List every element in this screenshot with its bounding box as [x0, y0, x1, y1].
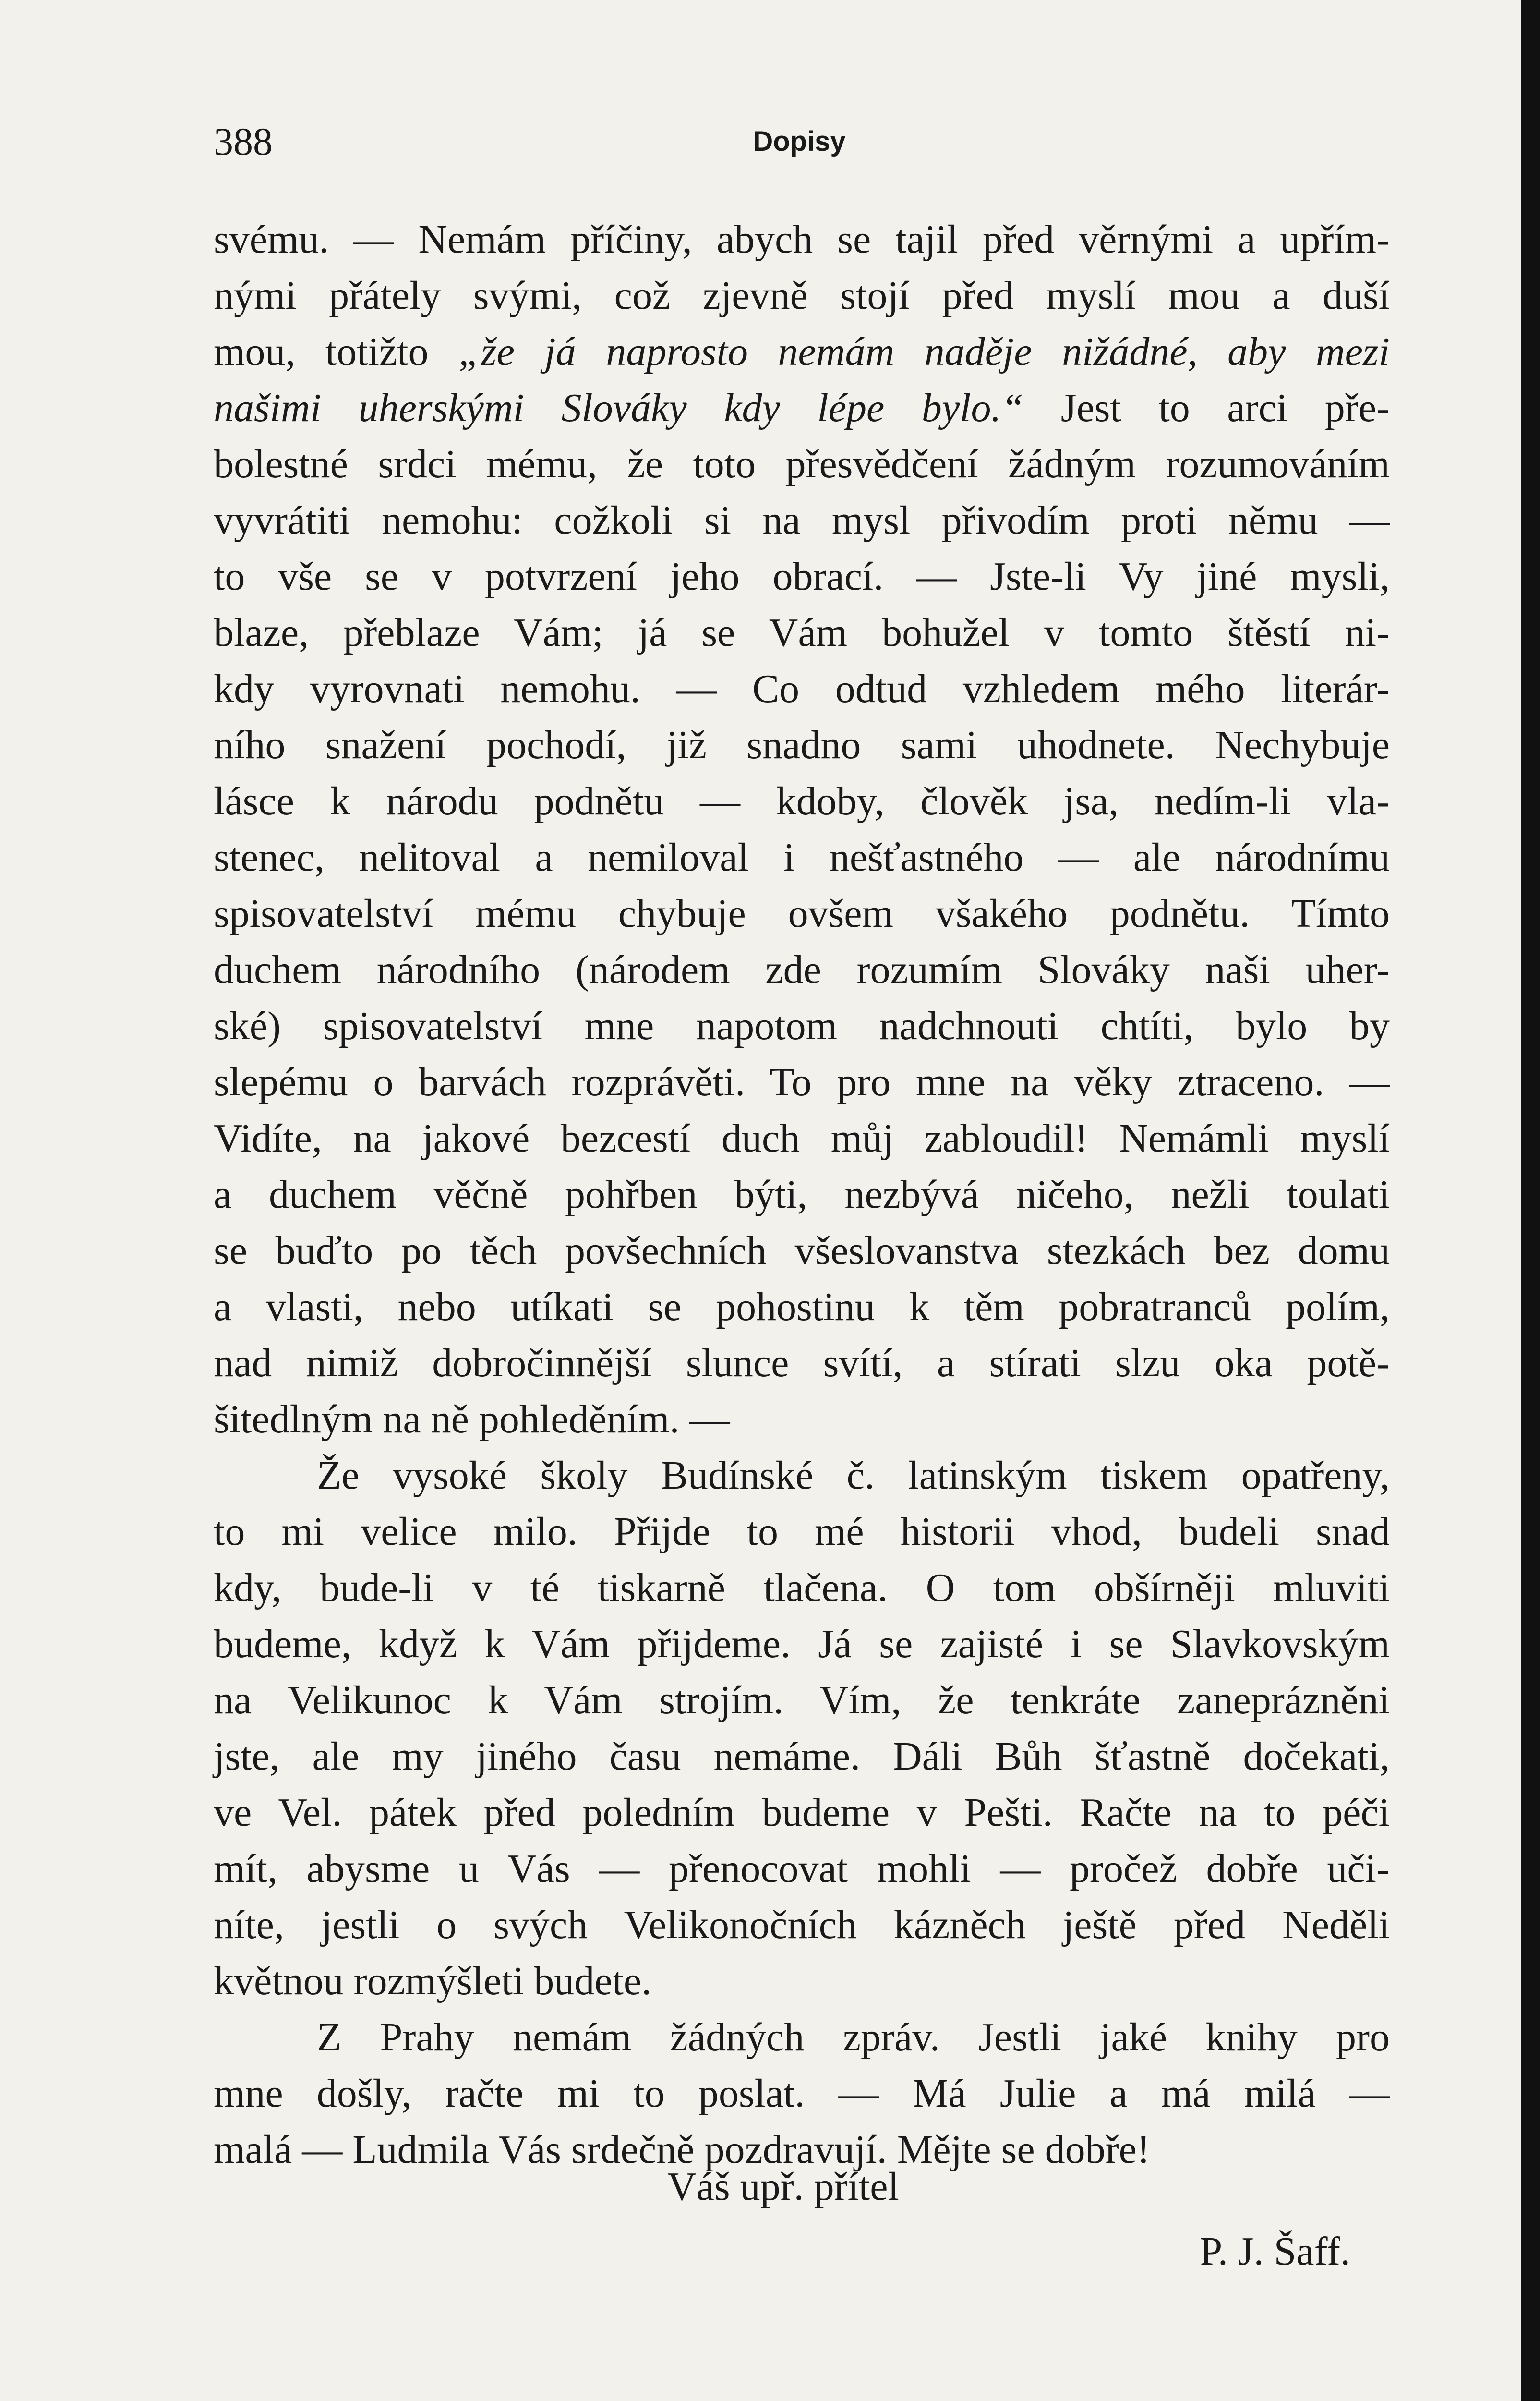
text-segment: slepému o barvách rozprávěti. To pro mne na věky ztraceno. — — [214, 1060, 1390, 1104]
text-segment: se buďto po těch povšechních všeslovanstva stezkách bez domu — [214, 1228, 1390, 1273]
text-line — [214, 267, 1390, 324]
text-line — [214, 661, 1390, 717]
text-segment: a vlasti, nebo utíkati se pohostinu k těm pobratranců polím, — [214, 1285, 1390, 1329]
text-segment: mne došly, račte mi to poslat. — Má Julie a má milá — — [214, 2071, 1390, 2116]
italic-quote: „že já naprosto nemám naděje nižádné, aby mezi — [458, 329, 1390, 374]
page-number: 388 — [214, 120, 273, 163]
text-segment: to vše se v potvrzení jeho obrací. — Jste-li Vy jiné mysli, — [214, 554, 1390, 599]
text-line — [214, 1447, 1390, 1504]
text-segment: květnou rozmýšleti budete. — [214, 1959, 652, 2003]
text-segment: na Velikunoc k Vám strojím. Vím, že tenkráte zaneprázněni — [214, 1678, 1390, 1722]
text-segment: duchem národního (národem zde rozumím Slováky naši uher- — [214, 947, 1390, 992]
text-segment: bolestné srdci mému, že toto přesvědčení žádným rozumováním — [214, 442, 1390, 486]
text-segment: stenec, nelitoval a nemiloval i nešťastného — ale národnímu — [214, 835, 1390, 880]
text-segment: Že vysoké školy Budínské č. latinským tiskem opatřeny, — [317, 1453, 1390, 1498]
italic-quote: našimi uherskými Slováky kdy lépe bylo.“ — [214, 386, 1024, 430]
text-line — [214, 717, 1390, 773]
text-line — [214, 1784, 1390, 1841]
scan-border — [1521, 0, 1540, 2401]
text-line — [214, 436, 1390, 492]
text-line — [214, 2065, 1390, 2122]
text-line — [214, 1560, 1390, 1616]
text-segment: Z Prahy nemám žádných zpráv. Jestli jaké knihy pro — [317, 2015, 1390, 2060]
text-line — [214, 548, 1390, 605]
closing-salutation: Váš upř. přítel — [667, 2164, 899, 2209]
text-segment: budeme, když k Vám přijdeme. Já se zajisté i se Slavkovským — [214, 1622, 1390, 1666]
text-line — [214, 1335, 1390, 1391]
text-line — [214, 1166, 1390, 1223]
text-line — [214, 211, 1390, 267]
text-segment: ské) spisovatelství mne napotom nadchnouti chtíti, bylo by — [214, 1004, 1390, 1048]
text-segment: nad nimiž dobročinnější slunce svítí, a stírati slzu oka potě- — [214, 1341, 1390, 1385]
running-head — [214, 115, 1385, 168]
text-line — [214, 1616, 1390, 1672]
text-segment: ního snažení pochodí, již snadno sami uhodnete. Nechybuje — [214, 723, 1390, 767]
text-line — [214, 1279, 1390, 1335]
text-line — [214, 885, 1390, 942]
text-line — [214, 1504, 1390, 1560]
text-segment: kdy, bude-li v té tiskarně tlačena. O tom obšírněji mluviti — [214, 1565, 1390, 1610]
text-line — [214, 829, 1390, 885]
text-segment: mou, totižto — [214, 329, 459, 374]
text-line — [214, 773, 1390, 829]
text-segment: mít, abysme u Vás — přenocovat mohli — pročež dobře uči- — [214, 1846, 1390, 1891]
text-segment: to mi velice milo. Přijde to mé historii vhod, budeli snad — [214, 1509, 1390, 1554]
text-segment: šitedlným na ně pohleděním. — — [214, 1397, 730, 1442]
text-line — [214, 380, 1390, 436]
text-segment: Vidíte, na jakové bezcestí duch můj zabloudil! Nemámli myslí — [214, 1116, 1390, 1161]
text-segment: svému. — Nemám příčiny, abych se tajil před věrnými a upřím- — [214, 217, 1390, 262]
text-segment: Jest to arci pře- — [1023, 386, 1390, 430]
text-line — [214, 998, 1390, 1054]
text-segment: jste, ale my jiného času nemáme. Dáli Bůh šťastně dočekati, — [214, 1734, 1390, 1779]
text-segment: lásce k národu podnětu — kdoby, člověk jsa, nedím-li vla- — [214, 779, 1390, 824]
text-segment: kdy vyrovnati nemohu. — Co odtud vzhledem mého literár- — [214, 667, 1390, 711]
text-segment: blaze, přeblaze Vám; já se Vám bohužel v tomto štěstí ni- — [214, 610, 1390, 655]
text-line — [214, 2009, 1390, 2065]
signature: P. J. Šaff. — [1200, 2229, 1350, 2274]
text-line — [214, 324, 1390, 380]
text-line — [214, 1223, 1390, 1279]
text-line — [214, 1110, 1390, 1166]
text-line — [214, 605, 1390, 661]
text-line — [214, 1728, 1390, 1784]
running-title: Dopisy — [753, 126, 846, 157]
text-segment: nými přátely svými, což zjevně stojí před myslí mou a duší — [214, 273, 1390, 318]
text-segment: spisovatelství mému chybuje ovšem všakého podnětu. Tímto — [214, 891, 1390, 936]
letter-body — [214, 211, 1390, 2178]
text-line — [214, 1054, 1390, 1110]
text-line — [214, 1391, 1390, 1447]
text-segment: níte, jestli o svých Velikonočních kázněch ještě před Neděli — [214, 1903, 1390, 1947]
text-segment: ve Vel. pátek před poledním budeme v Pešti. Račte na to péči — [214, 1790, 1390, 1835]
text-line — [214, 942, 1390, 998]
text-line — [214, 1897, 1390, 1953]
text-segment: a duchem věčně pohřben býti, nezbývá ničeho, nežli toulati — [214, 1172, 1390, 1217]
text-line — [214, 1841, 1390, 1897]
text-segment: malá — Ludmila Vás srdečně pozdravují. Mějte se dobře! — [214, 2127, 1150, 2172]
text-line — [214, 1953, 1390, 2009]
text-line — [214, 492, 1390, 548]
text-line — [214, 1672, 1390, 1728]
text-segment: vyvrátiti nemohu: cožkoli si na mysl přivodím proti němu — — [214, 498, 1390, 543]
